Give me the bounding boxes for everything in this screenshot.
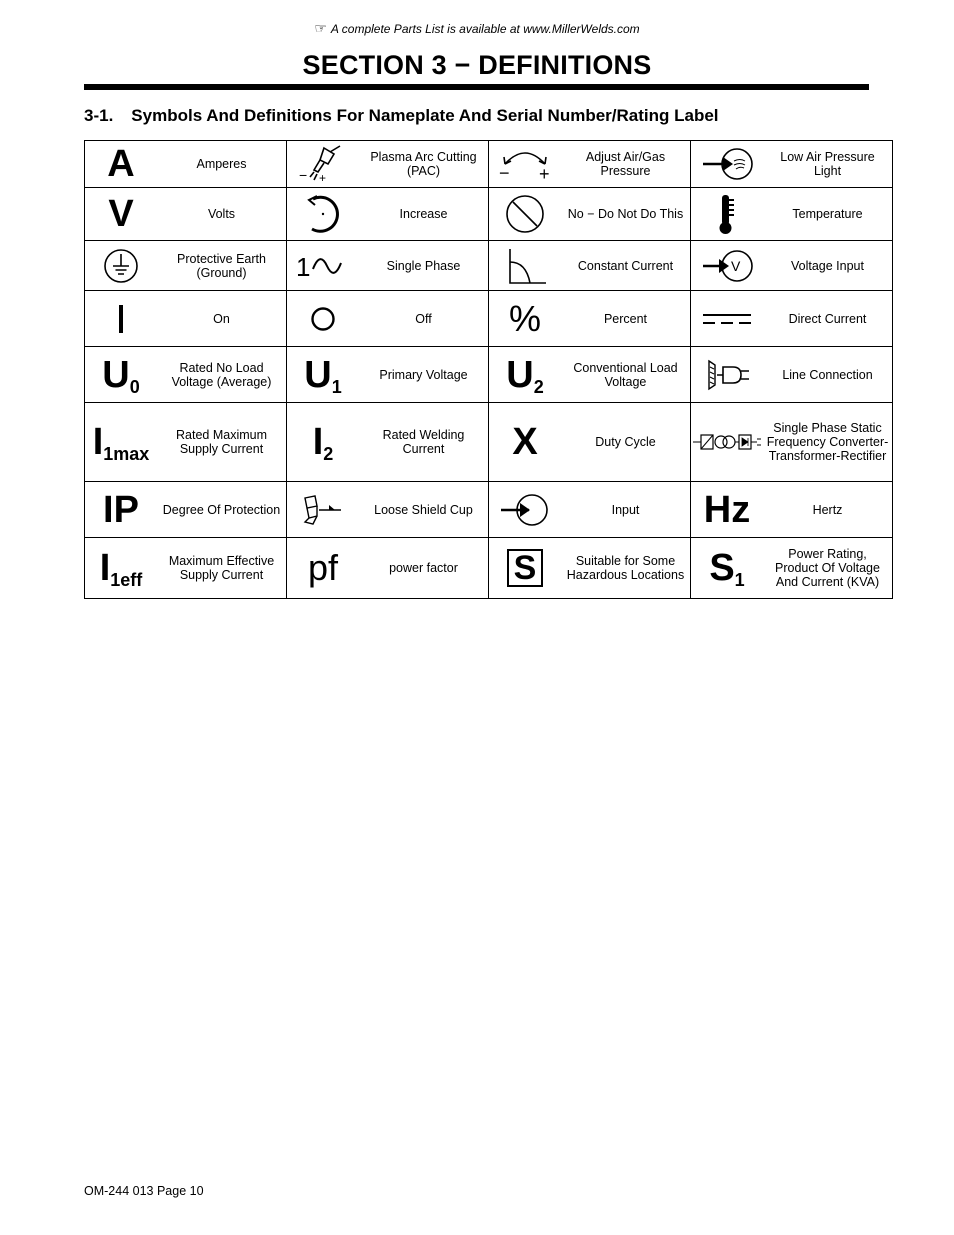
frequency-converter-label: Single Phase Static Frequency Converter-Transformer-Rectifier	[763, 403, 893, 482]
hazardous-locations-label: Suitable for Some Hazardous Locations	[561, 538, 691, 599]
protective-earth-label: Protective Earth (Ground)	[157, 241, 287, 291]
page-footer: OM-244 013 Page 10	[84, 1184, 204, 1198]
amperes-symbol: A	[85, 141, 158, 188]
voltage-input-label: Voltage Input	[763, 241, 893, 291]
svg-text:+: +	[539, 164, 550, 184]
u2-symbol: $U_2$	[489, 347, 562, 403]
amperes-label: Amperes	[157, 141, 287, 188]
rated-welding-current-label: Rated Welding Current	[359, 403, 489, 482]
percent-symbol: %	[489, 291, 562, 347]
rated-maximum-supply-current-label: Rated Maximum Supply Current	[157, 403, 287, 482]
u0-symbol: $U_0$	[85, 347, 158, 403]
do-not-do-this-label: No − Do Not Do This	[561, 188, 691, 241]
adjust-air-gas-pressure-label: Adjust Air/Gas Pressure	[561, 141, 691, 188]
i2-symbol: $I_2$	[287, 403, 360, 482]
single-phase-label: Single Phase	[359, 241, 489, 291]
table-row	[85, 188, 893, 241]
table-row	[85, 403, 893, 482]
on-label: On	[157, 291, 287, 347]
subsection-number: 3-1.	[84, 106, 114, 125]
volts-label: Volts	[157, 188, 287, 241]
pointing-hand-icon: ☞	[314, 20, 327, 36]
section-title: SECTION 3 − DEFINITIONS	[302, 50, 652, 80]
title-rule	[84, 84, 869, 90]
u1-symbol: $U_1$	[287, 347, 360, 403]
voltage-input-icon	[691, 241, 764, 291]
svg-text:1: 1	[296, 251, 311, 282]
plasma-arc-cutting-label: Plasma Arc Cutting (PAC)	[359, 141, 489, 188]
rated-no-load-voltage-label: Rated No Load Voltage (Average)	[157, 347, 287, 403]
svg-text:−: −	[299, 167, 308, 183]
power-factor-label: power factor	[359, 538, 489, 599]
subsection-title	[84, 106, 719, 126]
degree-of-protection-label: Degree Of Protection	[157, 482, 287, 538]
low-air-pressure-icon	[691, 141, 764, 188]
maximum-effective-supply-current-label: Maximum Effective Supply Current	[157, 538, 287, 599]
duty-cycle-symbol: X	[489, 403, 562, 482]
loose-shield-cup-label: Loose Shield Cup	[359, 482, 489, 538]
ip-symbol: IP	[85, 482, 158, 538]
percent-label: Percent	[561, 291, 691, 347]
i1eff-symbol: $I_{1eff}$	[85, 538, 158, 599]
loose-shield-cup-icon	[287, 482, 360, 538]
on-icon	[85, 291, 158, 347]
input-icon	[489, 482, 562, 538]
temperature-label: Temperature	[763, 188, 893, 241]
table-row	[85, 291, 893, 347]
increase-icon	[287, 188, 360, 241]
hertz-symbol: Hz	[691, 482, 764, 538]
inverter-icon	[691, 403, 764, 482]
svg-text:+: +	[319, 171, 327, 184]
constant-current-icon	[489, 241, 562, 291]
off-label: Off	[359, 291, 489, 347]
svg-text:−: −	[499, 163, 510, 183]
svg-text:V: V	[731, 257, 741, 274]
header-note	[0, 20, 954, 37]
power-factor-symbol: pf	[287, 538, 360, 599]
subsection-text: Symbols And Definitions For Nameplate And Serial Number/Rating Label	[131, 106, 719, 125]
direct-current-label: Direct Current	[763, 291, 893, 347]
conventional-load-voltage-label: Conventional Load Voltage	[561, 347, 691, 403]
i1max-symbol: $I_{1max}$	[85, 403, 158, 482]
duty-cycle-label: Duty Cycle	[561, 403, 691, 482]
increase-label: Increase	[359, 188, 489, 241]
definitions-table	[84, 140, 893, 599]
direct-current-icon	[691, 291, 764, 347]
volts-symbol: V	[85, 188, 158, 241]
plasma-torch-icon	[287, 141, 360, 188]
line-connection-icon	[691, 347, 764, 403]
hertz-label: Hertz	[763, 482, 893, 538]
power-rating-label: Power Rating, Product Of Voltage And Current (KVA)	[763, 538, 893, 599]
off-icon	[287, 291, 360, 347]
table-row	[85, 347, 893, 403]
ground-icon	[85, 241, 158, 291]
header-note-text: A complete Parts List is available at www.MillerWelds.com	[330, 22, 640, 36]
hazardous-locations-icon: S	[489, 538, 562, 599]
table-row	[85, 538, 893, 599]
input-label: Input	[561, 482, 691, 538]
s1-symbol: $S_1$	[691, 538, 764, 599]
thermometer-icon	[691, 188, 764, 241]
adjust-pressure-icon	[489, 141, 562, 188]
line-connection-label: Line Connection	[763, 347, 893, 403]
constant-current-label: Constant Current	[561, 241, 691, 291]
table-row	[85, 482, 893, 538]
table-row	[85, 141, 893, 188]
low-air-pressure-label: Low Air Pressure Light	[763, 141, 893, 188]
table-row	[85, 241, 893, 291]
single-phase-icon	[287, 241, 360, 291]
primary-voltage-label: Primary Voltage	[359, 347, 489, 403]
prohibited-icon	[489, 188, 562, 241]
